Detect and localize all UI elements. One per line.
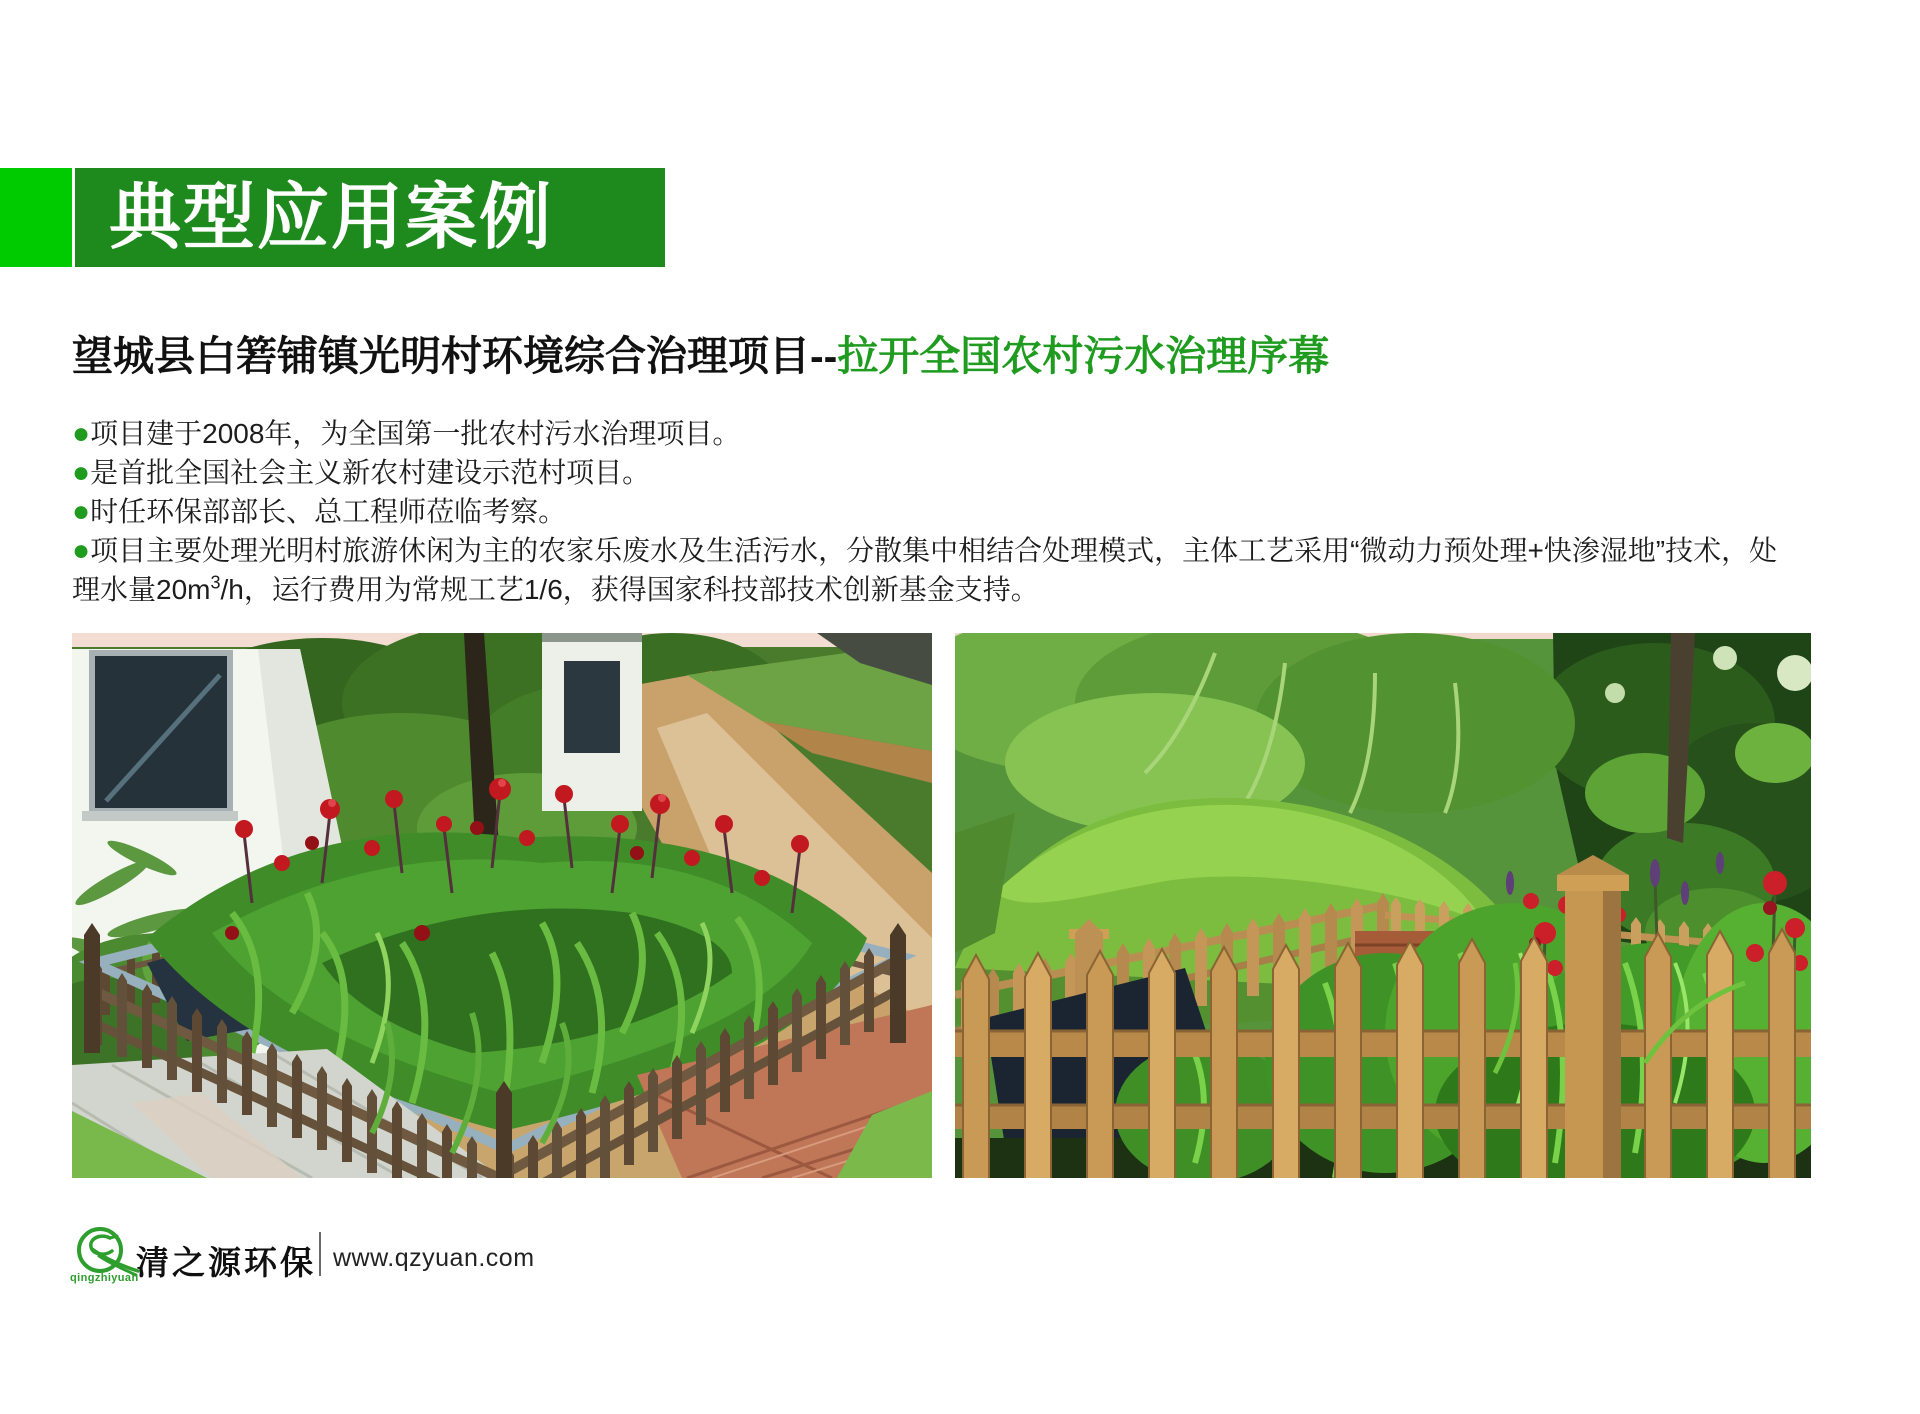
headline-main: 望城县白箬铺镇光明村环境综合治理项目-- — [72, 333, 838, 379]
bullet-text-4: 项目主要处理光明村旅游休闲为主的农家乐废水及生活污水，分散集中相结合处理模式，主体工艺采用“微动力预处理+快渗湿地”技术，处理水量20m — [72, 535, 1778, 605]
bullet-dot-icon: ● — [72, 417, 91, 450]
left-photo-illustration — [72, 633, 932, 1178]
superscript-3: 3 — [210, 572, 221, 593]
bullet-dot-icon: ● — [72, 495, 91, 528]
bullet-text-2: 是首批全国社会主义新农村建设示范村项目。 — [90, 457, 651, 488]
photo-wetland-village — [72, 633, 932, 1178]
title-accent-bar — [0, 168, 72, 267]
bullet-dot-icon: ● — [72, 534, 91, 567]
bullet-item-3 — [72, 492, 1794, 531]
title-box — [75, 168, 665, 267]
bullet-item-4 — [72, 531, 1794, 609]
project-headline — [72, 331, 1329, 381]
section-title-band — [0, 168, 1920, 267]
far-building — [542, 633, 642, 811]
bullet-list — [72, 414, 1794, 609]
right-photo-illustration — [955, 633, 1811, 1178]
bullet-text-4b: /h，运行费用为常规工艺1/6，获得国家科技部技术创新基金支持。 — [220, 574, 1039, 605]
logo-subtext: qingzhiyuan — [70, 1272, 139, 1284]
company-url: www.qzyuan.com — [333, 1244, 535, 1272]
photo-wetland-fence — [955, 633, 1811, 1178]
headline-highlight: 拉开全国农村污水治理序幕 — [837, 333, 1330, 379]
photo-row — [72, 633, 1812, 1178]
bullet-text-1: 项目建于2008年，为全国第一批农村污水治理项目。 — [90, 418, 741, 449]
bullet-dot-icon: ● — [72, 456, 91, 489]
bullet-text-3: 时任环保部部长、总工程师莅临考察。 — [90, 496, 567, 527]
footer-divider — [319, 1232, 321, 1276]
company-name: 清之源环保 — [136, 1244, 316, 1281]
footer — [0, 1220, 1920, 1310]
bullet-item-1 — [72, 414, 1794, 453]
section-title: 典型应用案例 — [109, 177, 554, 258]
bullet-item-2 — [72, 453, 1794, 492]
